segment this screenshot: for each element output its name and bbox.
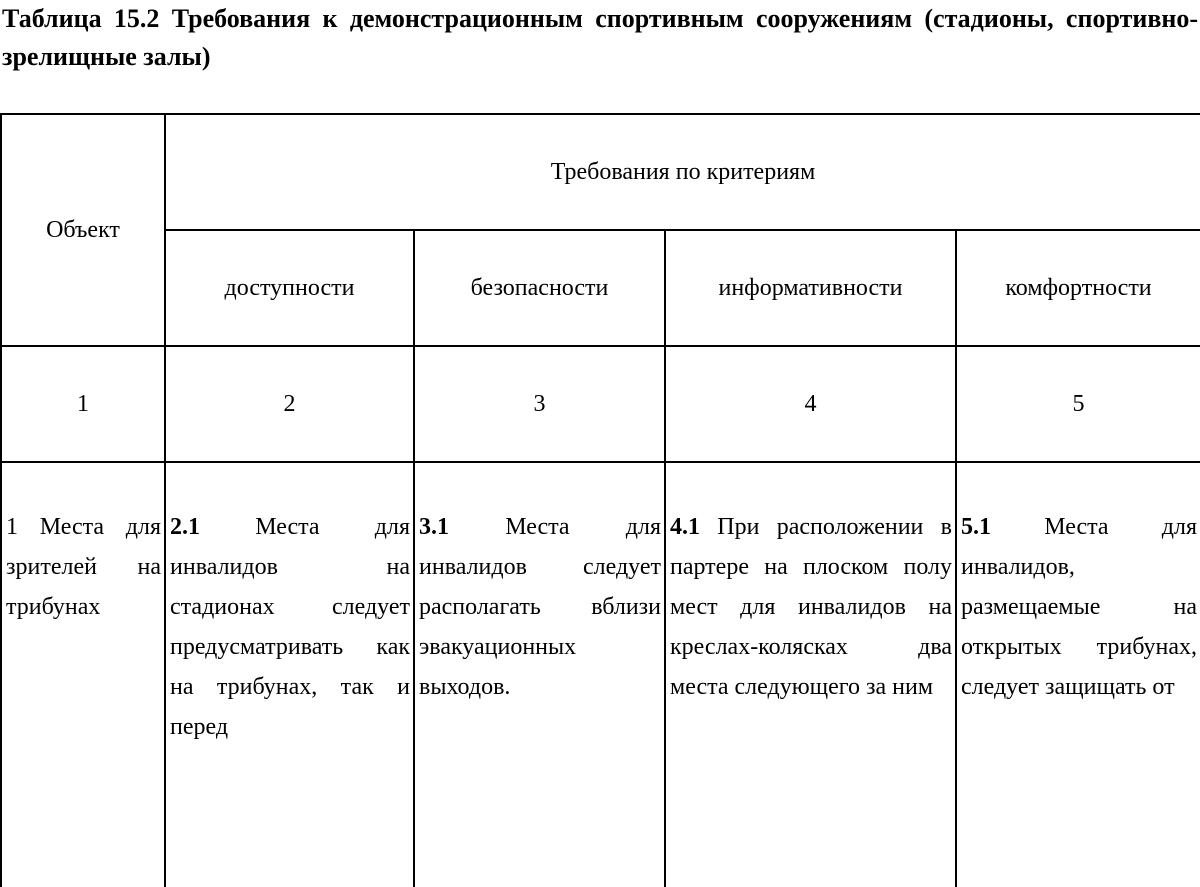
object-header-cell: [1, 114, 165, 346]
object-cell: [1, 462, 165, 887]
column-number: 3: [414, 346, 665, 462]
clause-number: 5.1: [961, 514, 991, 540]
table-caption: Таблица 15.2 Требования к демонстрационным спортивным сооружениям (стадионы, спортивно-зрелищные залы): [2, 4, 1198, 71]
table-row: [1, 462, 1200, 887]
clause-number: 2.1: [170, 514, 200, 540]
column-number: 2: [165, 346, 414, 462]
requirement-cell-comfort: [956, 462, 1200, 887]
column-number: 4: [665, 346, 956, 462]
criterion-informativeness: информативности: [665, 230, 956, 346]
header-row-criteria: [1, 114, 1200, 230]
clause-text: Места для инвалидов, размещаемые на открытых трибунах, следует защищать от: [961, 514, 1197, 700]
clause-text: Места для инвалидов следует располагать вблизи эвакуационных выходов.: [419, 514, 661, 700]
header-row-criteria-names: [1, 230, 1200, 346]
requirement-cell-informativeness: [665, 462, 956, 887]
requirement-cell-safety: [414, 462, 665, 887]
criterion-safety: безопасности: [414, 230, 665, 346]
requirement-cell-accessibility: [165, 462, 414, 887]
clause-text: При расположении в партере на плоском полу мест для инвалидов на креслах-колясках два места следующего за ним: [670, 514, 953, 700]
criterion-comfort: комфортности: [956, 230, 1200, 346]
requirements-table: [0, 113, 1200, 887]
column-numbers-row: [1, 346, 1200, 462]
column-number: 1: [1, 346, 165, 462]
object-name: 1 Места для зрителей на трибунах: [6, 514, 161, 620]
clause-number: 4.1: [670, 514, 700, 540]
clause-number: 3.1: [419, 514, 449, 540]
criteria-header: Требования по критериям: [550, 158, 816, 185]
criteria-header-cell: [165, 114, 1200, 230]
object-header: Объект: [46, 216, 120, 243]
clause-text: Места для инвалидов на стадионах следует предусматривать как на трибунах, так и перед: [170, 514, 410, 740]
column-number: 5: [956, 346, 1200, 462]
criterion-accessibility: доступности: [165, 230, 414, 346]
